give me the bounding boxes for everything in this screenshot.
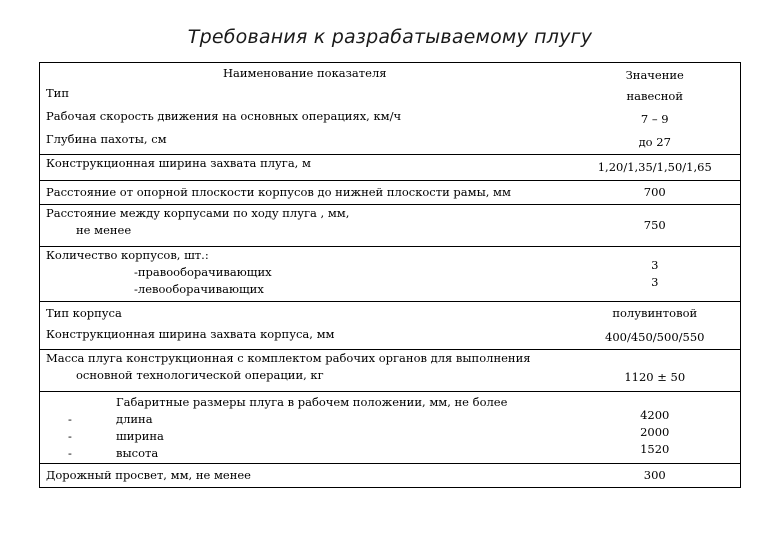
- requirements-table: [39, 62, 741, 488]
- row-name-line: -правооборачивающих: [134, 265, 272, 279]
- header-value: Значение: [570, 63, 741, 85]
- row-name: [40, 350, 570, 392]
- table-row: [40, 392, 741, 464]
- row-name-line: не менее: [76, 223, 132, 237]
- row-value: полувинтовой: [570, 302, 741, 326]
- row-name: Конструкционная ширина захвата плуга, м: [40, 155, 570, 181]
- row-name: [40, 392, 570, 464]
- row-name-line: основной технологической операции, кг: [76, 368, 324, 382]
- row-value-line: 3: [651, 258, 659, 272]
- row-name: Тип корпуса: [40, 302, 570, 326]
- dash: -: [68, 446, 72, 460]
- row-name-line: длина: [116, 412, 153, 426]
- row-name-line: Расстояние между корпусами по ходу плуга , мм,: [46, 206, 350, 220]
- row-value-line: 2000: [640, 425, 670, 439]
- row-value: 1120 ± 50: [570, 350, 741, 392]
- table-row: [40, 247, 741, 302]
- row-value: 750: [570, 205, 741, 247]
- row-value-line: 3: [651, 275, 659, 289]
- row-name-line: высота: [116, 446, 159, 460]
- row-name-line: -левооборачивающих: [134, 282, 264, 296]
- dash: -: [68, 412, 72, 426]
- row-name: Дорожный просвет, мм, не менее: [40, 464, 570, 488]
- table-row: [40, 350, 741, 392]
- row-name: Конструкционная ширина захвата корпуса, мм: [40, 326, 570, 350]
- table-row: [40, 302, 741, 326]
- row-value: навесной: [570, 85, 741, 108]
- header-name: Наименование показателя: [40, 63, 570, 85]
- table-row: [40, 131, 741, 155]
- row-name: [40, 247, 570, 302]
- row-value: [570, 247, 741, 302]
- row-name: [40, 205, 570, 247]
- row-name-line: Габаритные размеры плуга в рабочем положении, мм, не более: [116, 395, 508, 409]
- row-value: 400/450/500/550: [570, 326, 741, 350]
- row-name-line: ширина: [116, 429, 164, 443]
- row-name: Глубина пахоты, см: [40, 131, 570, 155]
- row-value-line: 1520: [640, 442, 670, 456]
- table-header-row: [40, 63, 741, 85]
- table-row: [40, 464, 741, 488]
- row-value-line: 4200: [640, 408, 670, 422]
- table-row: [40, 326, 741, 350]
- row-value: 1,20/1,35/1,50/1,65: [570, 155, 741, 181]
- table-row: [40, 181, 741, 205]
- row-name: Расстояние от опорной плоскости корпусов до нижней плоскости рамы, мм: [40, 181, 570, 205]
- row-value: [570, 392, 741, 464]
- row-value: 700: [570, 181, 741, 205]
- page-title: Требования к разрабатываемому плугу: [187, 26, 593, 48]
- table-row: [40, 108, 741, 131]
- row-name-line: Масса плуга конструкционная с комплектом рабочих органов для выполнения: [46, 351, 531, 365]
- table-row: [40, 85, 741, 108]
- row-value: до 27: [570, 131, 741, 155]
- row-name: Рабочая скорость движения на основных операциях, км/ч: [40, 108, 570, 131]
- table-row: [40, 205, 741, 247]
- table-row: [40, 155, 741, 181]
- row-value: 7 – 9: [570, 108, 741, 131]
- row-value: 300: [570, 464, 741, 488]
- row-name: Тип: [40, 85, 570, 108]
- dash: -: [68, 429, 72, 443]
- row-name-line: Количество корпусов, шт.:: [46, 248, 209, 262]
